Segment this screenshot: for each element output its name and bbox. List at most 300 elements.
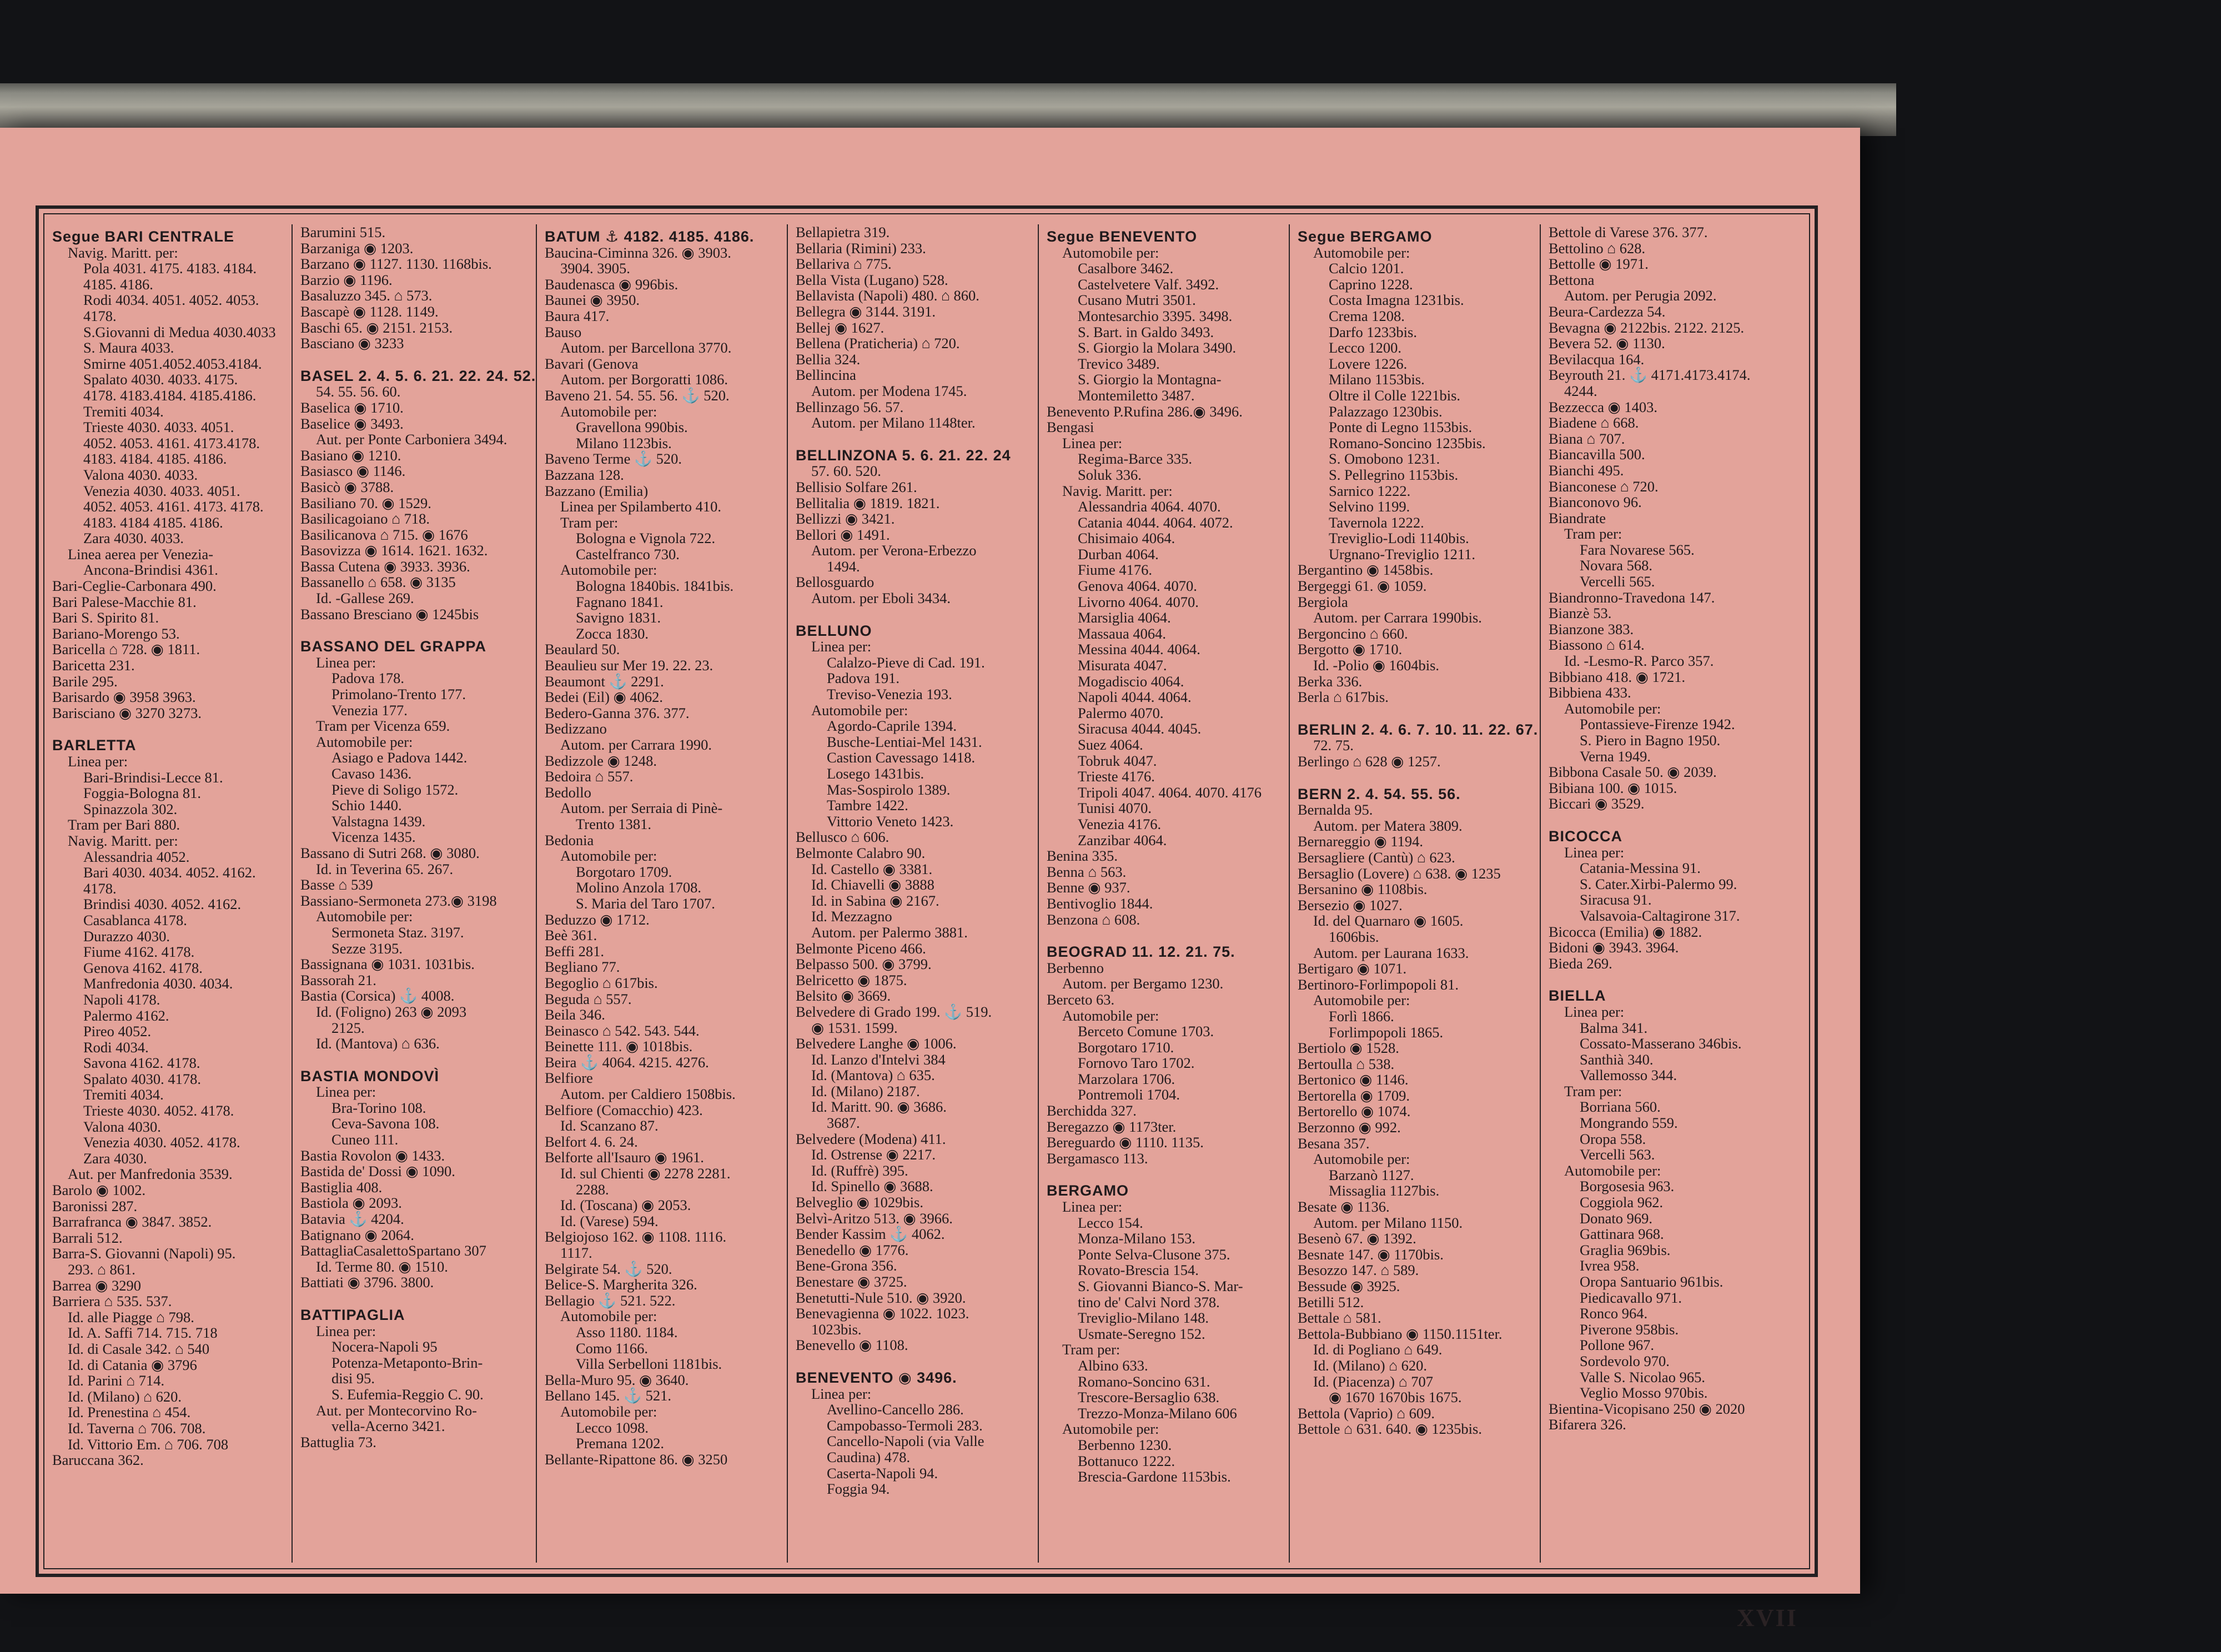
index-entry: Mongrando 559.	[1580, 1114, 1678, 1132]
index-entry: Battiati ◉ 3796. 3800.	[300, 1274, 434, 1291]
index-entry: Rodi 4034. 4051. 4052. 4053.	[83, 292, 259, 309]
index-entry: Bellapietra 319.	[796, 224, 890, 240]
index-entry: Navig. Maritt. per:	[1062, 482, 1173, 499]
section-heading: BELLINZONA 5. 6. 21. 22. 24	[796, 446, 1011, 464]
index-entry: Siracusa 4044. 4045.	[1078, 720, 1202, 737]
index-entry: Bellavista (Napoli) 480. ⌂ 860.	[796, 287, 979, 304]
index-entry: Bergoncino ⌂ 660.	[1298, 625, 1408, 642]
index-entry: Id. alle Piagge ⌂ 798.	[68, 1308, 194, 1325]
spacer	[300, 1052, 530, 1064]
index-entry: Durban 4064.	[1078, 545, 1159, 563]
index-entry: Baselica ◉ 1710.	[300, 399, 404, 416]
index-entry: Potenza-Metaponto-Brin-	[331, 1354, 483, 1371]
index-entry: Piedicavallo 971.	[1580, 1289, 1682, 1306]
index-entry: 54. 55. 56. 60.	[316, 383, 401, 400]
index-entry: Foggia 94.	[827, 1480, 890, 1498]
index-entry: Bezzecca ◉ 1403.	[1549, 398, 1658, 415]
index-entry: Berzonno ◉ 992.	[1298, 1119, 1401, 1136]
index-entry: Valsavoia-Caltagirone 317.	[1580, 907, 1740, 924]
index-entry: 1606bis.	[1329, 928, 1379, 945]
index-entry: Bergamasco 113.	[1047, 1149, 1148, 1167]
index-entry: Castelvetere Valf. 3492.	[1078, 275, 1219, 293]
index-entry: Crema 1208.	[1329, 307, 1405, 324]
index-entry: Bergantino ◉ 1458bis.	[1298, 561, 1434, 579]
index-column-2	[292, 224, 536, 1563]
index-entry: Id. Maritt. 90. ◉ 3686.	[811, 1098, 947, 1116]
index-entry: Casalbore 3462.	[1078, 260, 1174, 277]
index-entry: 4244.	[1564, 382, 1597, 399]
index-entry: Bassano Bresciano ◉ 1245bis	[300, 605, 479, 622]
index-entry: Bellano 145. ⚓ 521.	[545, 1387, 672, 1404]
index-entry: Id. Lanzo d'Intelvi 384	[811, 1051, 946, 1068]
index-entry: Biandronno-Travedona 147.	[1549, 589, 1715, 606]
index-entry: Novara 568.	[1580, 557, 1652, 574]
index-entry: Basse ⌂ 539	[300, 876, 373, 893]
index-entry: Borgosesia 963.	[1580, 1178, 1675, 1195]
index-entry: Beinette 111. ◉ 1018bis.	[545, 1038, 693, 1055]
index-entry: Montesarchio 3395. 3498.	[1078, 307, 1233, 324]
index-entry: Autom. per Matera 3809.	[1313, 817, 1463, 834]
index-entry: Bertoulla ⌂ 538.	[1298, 1055, 1395, 1072]
index-entry: Bellitalia ◉ 1819. 1821.	[796, 494, 940, 511]
index-entry: Autom. per Verona-Erbezzo	[811, 542, 977, 559]
index-entry: Bottanuco 1222.	[1078, 1452, 1175, 1469]
index-entry: Ponte di Legno 1153bis.	[1329, 419, 1473, 436]
index-entry: Bibbona Casale 50. ◉ 2039.	[1549, 764, 1717, 781]
index-entry: Lecco 1098.	[576, 1419, 649, 1436]
index-entry: Selvino 1199.	[1329, 498, 1410, 515]
index-entry: Treviglio-Lodi 1140bis.	[1329, 530, 1469, 547]
index-entry: Besate ◉ 1136.	[1298, 1198, 1390, 1216]
index-entry: Forlimpopoli 1865.	[1329, 1023, 1444, 1041]
index-entry: Manfredonia 4030. 4034.	[83, 975, 233, 992]
index-entry: S. Giovanni Bianco-S. Mar-	[1078, 1278, 1243, 1294]
page-frame	[36, 205, 1818, 1577]
index-entry: Bellosguardo	[796, 574, 875, 591]
index-entry: Autom. per Palermo 3881.	[811, 923, 968, 941]
index-entry: 3687.	[827, 1114, 860, 1132]
index-entry: vella-Acerno 3421.	[331, 1418, 445, 1435]
index-entry: S. Giorgio la Montagna-	[1078, 371, 1222, 388]
section-heading: BASEL 2. 4. 5. 6. 21. 22. 24. 52.	[300, 367, 536, 384]
index-entry: Basiasco ◉ 1146.	[300, 463, 406, 480]
index-entry: Benevello ◉ 1108.	[796, 1337, 908, 1354]
index-entry: Bicocca (Emilia) ◉ 1882.	[1549, 923, 1702, 940]
index-entry: Bellagio ⚓ 521. 522.	[545, 1292, 676, 1309]
index-entry: Bassanello ⌂ 658. ◉ 3135	[300, 574, 456, 591]
index-entry: Tremiti 4034.	[83, 403, 164, 420]
section-heading: BARLETTA	[52, 737, 137, 754]
index-entry: 293. ⌂ 861.	[68, 1261, 135, 1278]
index-entry: Beura-Cardezza 54.	[1549, 303, 1666, 320]
spacer	[300, 622, 530, 634]
index-entry: Beaulieu sur Mer 19. 22. 23.	[545, 657, 713, 674]
index-entry: Bariano-Morengo 53.	[52, 625, 180, 642]
index-entry: Valstagna 1439.	[331, 812, 426, 830]
index-entry: Automobile per:	[560, 403, 657, 420]
index-entry: Bastiola ◉ 2093.	[300, 1194, 402, 1212]
index-entry: Automobile per:	[560, 1308, 657, 1325]
index-entry: Caserta-Napoli 94.	[827, 1464, 938, 1482]
index-entry: Autom. per Serraia di Pinè-	[560, 800, 723, 817]
index-entry: Trieste 4030. 4033. 4051.	[83, 419, 234, 436]
index-entry: Id. di Casale 342. ⌂ 540	[68, 1340, 210, 1357]
index-entry: Fornovo Taro 1702.	[1078, 1055, 1195, 1072]
index-entry: Forlì 1866.	[1329, 1007, 1394, 1025]
index-entry: Basciano ◉ 3233	[300, 335, 404, 352]
index-entry: Automobile per:	[1564, 700, 1661, 717]
index-entry: Autom. per Perugia 2092.	[1564, 287, 1717, 304]
index-entry: Padova 178.	[331, 670, 405, 687]
index-entry: S. Giorgio la Molara 3490.	[1078, 339, 1237, 356]
index-entry: Barzano ◉ 1127. 1130. 1168bis.	[300, 255, 492, 273]
index-entry: Lovere 1226.	[1329, 355, 1408, 372]
index-entry: Bifarera 326.	[1549, 1416, 1626, 1433]
spacer	[796, 431, 1032, 443]
index-entry: Schio 1440.	[331, 797, 402, 814]
index-entry: Autom. per Milano 1148ter.	[811, 414, 976, 431]
index-entry: Belfiore	[545, 1069, 593, 1087]
index-entry: Basiano ◉ 1210.	[300, 446, 401, 464]
index-entry: Caudina) 478.	[827, 1448, 911, 1465]
index-entry: Autom. per Milano 1150.	[1313, 1214, 1463, 1231]
index-entry: Pontremoli 1704.	[1078, 1086, 1180, 1103]
index-entry: Piverone 958bis.	[1580, 1320, 1679, 1338]
index-entry: Bentivoglio 1844.	[1047, 895, 1153, 912]
index-entry: S. Pellegrino 1153bis.	[1329, 466, 1459, 483]
index-entry: Berbenno	[1047, 959, 1104, 976]
index-entry: S. Eufemia-Reggio C. 90.	[331, 1385, 484, 1403]
spacer	[1549, 812, 1809, 824]
index-entry: Oropa Santuario 961bis.	[1580, 1273, 1723, 1290]
index-entry: Oropa 558.	[1580, 1130, 1646, 1147]
index-entry: Aut. per Ponte Carboniera 3494.	[316, 431, 507, 448]
index-entry: Linea per:	[316, 1083, 376, 1101]
index-entry: Barzanò 1127.	[1329, 1166, 1414, 1183]
index-entry: Sermoneta Staz. 3197.	[331, 923, 464, 941]
index-entry: Bengasi	[1047, 419, 1094, 436]
section-heading: BERLIN 2. 4. 6. 7. 10. 11. 22. 67.	[1298, 721, 1539, 738]
index-entry: Bellinzago 56. 57.	[796, 398, 904, 415]
index-entry: 4183. 4184. 4185. 4186.	[83, 450, 227, 468]
index-entry: Savona 4162. 4178.	[83, 1055, 200, 1072]
index-entry: Tunisi 4070.	[1078, 800, 1152, 817]
index-entry: Bene-Grona 356.	[796, 1257, 897, 1274]
index-entry: Baricella ⌂ 728. ◉ 1811.	[52, 641, 200, 658]
index-entry: Montemiletto 3487.	[1078, 386, 1195, 404]
index-entry: Bassano di Sutri 268. ◉ 3080.	[300, 844, 480, 861]
index-entry: Massaua 4064.	[1078, 625, 1166, 642]
index-entry: Id. di Catania ◉ 3796	[68, 1356, 197, 1373]
index-entry: Vercelli 563.	[1580, 1146, 1655, 1163]
index-entry: Id. (Milano) ⌂ 620.	[1313, 1357, 1428, 1374]
index-entry: Belfort 4. 6. 24.	[545, 1133, 638, 1150]
index-entry: Borriana 560.	[1580, 1098, 1661, 1116]
index-entry: Premana 1202.	[576, 1435, 664, 1452]
index-entry: Ronco 964.	[1580, 1305, 1648, 1322]
index-entry: Sarnico 1222.	[1329, 482, 1411, 499]
index-entry: Beila 346.	[545, 1006, 605, 1023]
index-entry: Automobile per:	[316, 733, 413, 750]
index-entry: Oltre il Colle 1221bis.	[1329, 386, 1461, 404]
index-entry: Alessandria 4064. 4070.	[1078, 498, 1221, 515]
index-entry: Automobile per:	[1313, 1151, 1410, 1168]
index-entry: Balma 341.	[1580, 1019, 1648, 1036]
index-entry: Pontassieve-Firenze 1942.	[1580, 716, 1735, 733]
index-entry: Bologna 1840bis. 1841bis.	[576, 578, 734, 595]
index-entry: Bellena (Praticheria) ⌂ 720.	[796, 335, 960, 352]
index-entry: Basilicagoiano ⌂ 718.	[300, 510, 430, 528]
index-entry: Napoli 4044. 4064.	[1078, 689, 1192, 706]
index-entry: Avellino-Cancello 286.	[827, 1401, 964, 1418]
index-entry: Monza-Milano 153.	[1078, 1230, 1195, 1247]
index-entry: 4178. 4183.4184. 4185.4186.	[83, 386, 257, 404]
index-entry: Baunei ◉ 3950.	[545, 292, 640, 309]
index-entry: Barrea ◉ 3290	[52, 1277, 141, 1294]
index-entry: Bertorella ◉ 1709.	[1298, 1087, 1410, 1104]
index-entry: Brescia-Gardone 1153bis.	[1078, 1468, 1231, 1485]
index-entry: Belice-S. Margherita 326.	[545, 1276, 697, 1293]
index-entry: BattagliaCasalettoSpartano 307	[300, 1242, 486, 1259]
spacer	[300, 1291, 530, 1303]
index-entry: Bedizzano	[545, 720, 607, 737]
index-entry: Agordo-Caprile 1394.	[827, 717, 957, 735]
spacer	[1047, 1166, 1283, 1178]
index-entry: Bianchi 495.	[1549, 461, 1624, 479]
index-entry: Id. in Sabina ◉ 2167.	[811, 892, 939, 909]
index-entry: Bettolle ◉ 1971.	[1549, 255, 1649, 273]
spacer	[1047, 927, 1283, 940]
index-entry: Linea per Spilamberto 410.	[560, 498, 721, 515]
index-entry: Automobile per:	[560, 561, 657, 579]
index-entry: Id. (Milano) ⌂ 620.	[68, 1388, 182, 1405]
index-entry: S. Piero in Bagno 1950.	[1580, 732, 1721, 749]
index-entry: Automobile per:	[1062, 1007, 1159, 1024]
index-entry: Bettole di Varese 376. 377.	[1549, 224, 1708, 240]
index-entry: Id. -Polio ◉ 1604bis.	[1313, 657, 1440, 674]
index-column-5	[1038, 224, 1289, 1563]
index-entry: Pola 4031. 4175. 4183. 4184.	[83, 260, 257, 277]
index-entry: Chisimaio 4064.	[1078, 530, 1175, 547]
index-entry: Bellej ◉ 1627.	[796, 319, 885, 336]
spacer	[1298, 770, 1534, 782]
index-entry: Bastia (Corsica) ⚓ 4008.	[300, 987, 455, 1005]
index-entry: Ivrea 958.	[1580, 1257, 1640, 1274]
index-entry: S. Omobono 1231.	[1329, 450, 1440, 468]
index-entry: Bascapè ◉ 1128. 1149.	[300, 303, 439, 320]
index-column-3	[536, 224, 787, 1563]
index-entry: Belvedere (Modena) 411.	[796, 1130, 946, 1147]
index-entry: Id. in Teverina 65. 267.	[316, 860, 454, 877]
index-entry: Linea per:	[1062, 434, 1123, 451]
index-entry: Automobile per:	[811, 701, 908, 719]
index-entry: Albino 633.	[1078, 1357, 1148, 1374]
index-entry: Regima-Barce 335.	[1078, 450, 1193, 468]
index-entry: Ancona-Brindisi 4361.	[83, 561, 218, 579]
page-frame-inner	[43, 213, 1810, 1569]
index-entry: Vallemosso 344.	[1580, 1067, 1677, 1084]
index-entry: Bevilacqua 164.	[1549, 350, 1645, 368]
index-entry: Biadene ⌂ 668.	[1549, 414, 1639, 431]
index-entry: Zocca 1830.	[576, 625, 649, 642]
index-entry: Berchidda 327.	[1047, 1102, 1137, 1119]
index-entry: Begliano 77.	[545, 958, 620, 976]
index-entry: Autom. per Barcellona 3770.	[560, 339, 732, 356]
index-entry: Bergiola	[1298, 593, 1348, 610]
index-entry: Bellariva ⌂ 775.	[796, 255, 892, 273]
index-entry: Bettona	[1549, 271, 1595, 288]
index-entry: Suez 4064.	[1078, 736, 1143, 753]
index-entry: Automobile per:	[560, 847, 657, 865]
index-entry: Baveno Terme ⚓ 520.	[545, 450, 682, 468]
index-entry: Bari-Brindisi-Lecce 81.	[83, 769, 223, 786]
index-entry: Bieda 269.	[1549, 955, 1612, 972]
index-entry: Beaulard 50.	[545, 641, 620, 658]
index-entry: Besozzo 147. ⌂ 589.	[1298, 1262, 1419, 1279]
index-entry: Bella Vista (Lugano) 528.	[796, 271, 948, 288]
index-entry: Linea per:	[811, 1385, 872, 1402]
index-entry: Bassa Cutena ◉ 3933. 3936.	[300, 558, 470, 575]
index-entry: Bastida de' Dossi ◉ 1090.	[300, 1163, 455, 1180]
index-entry: Bella-Muro 95. ◉ 3640.	[545, 1371, 689, 1388]
index-entry: Coggiola 962.	[1580, 1194, 1664, 1211]
index-entry: Belmonte Piceno 466.	[796, 940, 926, 957]
index-entry: Bessude ◉ 3925.	[1298, 1278, 1400, 1294]
index-entry: Bender Kassim ⚓ 4062.	[796, 1226, 945, 1243]
index-entry: Benina 335.	[1047, 847, 1118, 865]
index-entry: Automobile per:	[1313, 244, 1410, 261]
index-entry: Donato 969.	[1580, 1209, 1653, 1227]
index-entry: Bellante-Ripattone 86. ◉ 3250	[545, 1450, 728, 1468]
index-entry: Autom. per Laurana 1633.	[1313, 944, 1469, 961]
index-entry: Barra-S. Giovanni (Napoli) 95.	[52, 1245, 236, 1262]
section-heading: BERN 2. 4. 54. 55. 56.	[1298, 785, 1461, 802]
index-entry: 4183. 4184 4185. 4186.	[83, 514, 223, 531]
index-entry: Belfiore (Comacchio) 423.	[545, 1101, 703, 1118]
index-entry: Bavari (Genova	[545, 355, 639, 372]
index-entry: Bauso	[545, 323, 582, 340]
index-entry: Cancello-Napoli (via Valle	[827, 1433, 984, 1450]
index-entry: Belvedere Langhe ◉ 1006.	[796, 1035, 957, 1052]
index-entry: Basovizza ◉ 1614. 1621. 1632.	[300, 542, 488, 559]
index-entry: Basilicanova ⌂ 715. ◉ 1676	[300, 526, 468, 543]
index-entry: Id. Parini ⌂ 714.	[68, 1372, 165, 1389]
index-entry: Berla ⌂ 617bis.	[1298, 689, 1389, 706]
index-entry: Valona 4030. 4033.	[83, 466, 198, 483]
index-entry: Durazzo 4030.	[83, 927, 170, 945]
section-heading: BELLUNO	[796, 622, 872, 639]
index-entry: Bedollo	[545, 784, 591, 801]
index-entry: Berka 336.	[1298, 672, 1363, 690]
index-entry: Bientina-Vicopisano 250 ◉ 2020	[1549, 1400, 1745, 1417]
index-entry: Beyrouth 21. ⚓ 4171.4173.4174.	[1549, 366, 1751, 384]
index-entry: Padova 191.	[827, 670, 900, 687]
index-entry: Sordevolo 970.	[1580, 1352, 1670, 1369]
index-entry: Beregazzo ◉ 1173ter.	[1047, 1118, 1177, 1135]
index-entry: Fagnano 1841.	[576, 593, 664, 610]
index-entry: Id. Terme 80. ◉ 1510.	[316, 1258, 448, 1275]
index-entry: Biandrate	[1549, 509, 1606, 526]
index-entry: Benestare ◉ 3725.	[796, 1273, 907, 1290]
index-entry: Tram per:	[560, 514, 619, 531]
index-entry: Trieste 4176.	[1078, 768, 1155, 785]
index-entry: Primolano-Trento 177.	[331, 686, 466, 703]
index-entry: Cavaso 1436.	[331, 765, 412, 782]
index-entry: Bassorah 21.	[300, 971, 376, 988]
index-entry: Venezia 4030. 4052. 4178.	[83, 1134, 240, 1151]
index-entry: Graglia 969bis.	[1580, 1241, 1671, 1258]
page-number: XVII	[1737, 1604, 1798, 1631]
index-entry: Pieve di Soligo 1572.	[331, 781, 459, 798]
index-entry: 1023bis.	[811, 1320, 862, 1338]
index-entry: Biana ⌂ 707.	[1549, 430, 1625, 447]
index-column-6	[1289, 224, 1540, 1563]
index-entry: Tremiti 4034.	[83, 1086, 164, 1103]
index-entry: Bastiglia 408.	[300, 1178, 383, 1196]
index-entry: Baronissi 287.	[52, 1197, 138, 1214]
index-entry: Belmonte Calabro 90.	[796, 844, 926, 861]
index-entry: Lecco 1200.	[1329, 339, 1401, 356]
index-entry: Barzio ◉ 1196.	[300, 271, 393, 288]
index-entry: Mas-Sospirolo 1389.	[827, 781, 951, 798]
index-entry: Bassiano-Sermoneta 273.◉ 3198	[300, 892, 497, 909]
index-entry: Tram per:	[1564, 1082, 1622, 1099]
index-entry: Bertiolo ◉ 1528.	[1298, 1040, 1399, 1057]
index-entry: Bra-Torino 108.	[331, 1099, 426, 1116]
index-entry: Tripoli 4047. 4064. 4070. 4176	[1078, 784, 1262, 801]
index-entry: Bastia Rovolon ◉ 1433.	[300, 1147, 445, 1164]
index-entry: Id. (Foligno) 263 ◉ 2093	[316, 1003, 467, 1020]
index-entry: Autom. per Bergamo 1230.	[1062, 975, 1224, 992]
index-entry: Id. (Varese) 594.	[560, 1212, 659, 1229]
index-column-1	[44, 224, 292, 1563]
index-entry: Venezia 4030. 4033. 4051.	[83, 482, 240, 499]
index-entry: Beinasco ⌂ 542. 543. 544.	[545, 1022, 700, 1039]
index-entry: Bersanino ◉ 1108bis.	[1298, 881, 1428, 898]
index-entry: Automobile per:	[316, 908, 413, 925]
index-entry: Misurata 4047.	[1078, 657, 1167, 674]
index-entry: Treviso-Venezia 193.	[827, 686, 952, 703]
index-entry: Aut. per Montecorvino Ro-	[316, 1402, 477, 1419]
index-entry: Bettolino ⌂ 628.	[1549, 239, 1646, 257]
index-entry: Gravellona 990bis.	[576, 419, 688, 436]
index-entry: Automobile per:	[1062, 1420, 1159, 1438]
index-entry: Bellegra ◉ 3144. 3191.	[796, 303, 936, 320]
index-entry: Linea per:	[1564, 843, 1625, 861]
index-entry: S. Cater.Xirbi-Palermo 99.	[1580, 875, 1737, 892]
index-entry: Trieste 4030. 4052. 4178.	[83, 1102, 234, 1119]
index-entry: Barolo ◉ 1002.	[52, 1182, 146, 1199]
index-entry: Smirne 4051.4052.4053.4184.	[83, 355, 262, 372]
index-entry: Campobasso-Termoli 283.	[827, 1417, 983, 1434]
index-entry: Bibiana 100. ◉ 1015.	[1549, 779, 1677, 796]
index-entry: Borgotaro 1709.	[576, 863, 672, 880]
index-entry: Batignano ◉ 2064.	[300, 1226, 414, 1243]
index-entry: Baselice ◉ 3493.	[300, 415, 404, 432]
index-entry: Barrali 512.	[52, 1229, 123, 1246]
index-entry: Borgotaro 1710.	[1078, 1038, 1174, 1056]
index-entry: Baveno 21. 54. 55. 56. ⚓ 520.	[545, 386, 730, 404]
index-entry: Castion Cavessago 1418.	[827, 749, 976, 766]
spacer	[796, 1353, 1032, 1365]
spacer	[300, 352, 530, 364]
index-entry: Baschi 65. ◉ 2151. 2153.	[300, 319, 453, 336]
index-entry: Bianzè 53.	[1549, 605, 1612, 622]
index-entry: Tram per Vicenza 659.	[316, 717, 450, 735]
index-entry: Vicenza 1435.	[331, 828, 416, 846]
index-entry: Napoli 4178.	[83, 991, 160, 1008]
index-entry: Baucina-Ciminna 326. ◉ 3903.	[545, 244, 731, 261]
